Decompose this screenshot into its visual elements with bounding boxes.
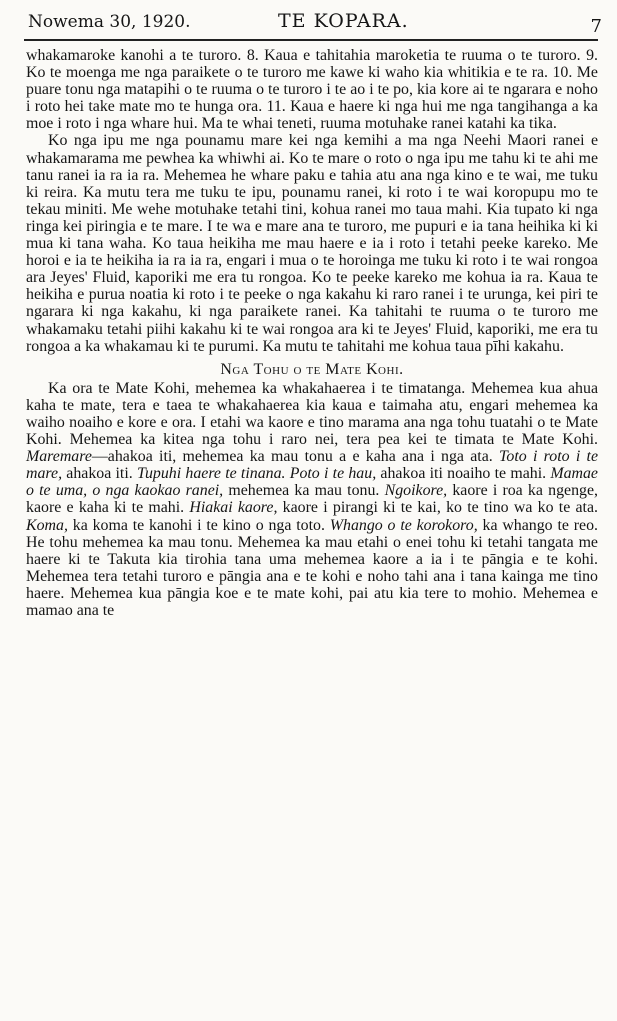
p3-text-c: ahakoa iti. xyxy=(62,465,137,483)
p3-text-a: Ka ora te Mate Kohi, mehemea ka whakahaerea i te timatanga. Mehemea kua ahua kaha te mate, tera e taea te whakahaerea kia kaua e taimaha atu, engari mehemea ka waiho noaiho e kore e ora. I etahi wa kaore e tino marama ana nga tohu tuatahi o te Mate Kohi. Mehemea ka kitea nga tohu i raro nei, tera pea kei te timata te Mate Kohi. xyxy=(26,379,598,449)
symptom-tupuhi: Tupuhi haere te tinana. Poto i te hau, xyxy=(136,465,377,483)
p3-text-j: ka whango te reo. He tohu mehemea ka mau tonu. Mehemea ka mau etahi o enei tohu ki tetahi tangata me haere ki te Takuta kia tirohia tana uma mehemea kaore a ia i te pāngia e te kohi. Mehemea tera tetahi turoro e pāngia ana e te kohi e noho tahi ana i tana kainga me tino haere. Mehemea kua pāngia koe e te mate kohi, pai atu kia tere to mohio. Mehemea e mamao ana te xyxy=(26,516,599,619)
p3-text-g: kaore i pirangi ki te kai, ko te tino wa ko te ata. xyxy=(277,499,598,517)
header-rule xyxy=(24,39,598,41)
p3-text-b: —ahakoa iti, mehemea ka mau tonu a e kaha ana i nga ata. xyxy=(91,448,500,466)
symptom-koma: Koma, xyxy=(26,516,68,534)
paragraph-1: whakamaroke kanohi a te turoro. 8. Kaua e tahitahia maroketia te ruuma o te turoro. 9. Ko te moenga me nga paraikete o te turoro me kawe ki waho kia whitikia e te ra. 10. Me puare tonu nga matapihi o te ruuma o te turoro i te ao i te po, kia kore ai te ngarara e noho i roto hei take mate mo te hunga ora. 11. Kaua e haere ki nga hui me nga tangihanga a ka moe i roto i nga whare hui. Ma te whai teneti, ruuma motuhake ranei katahi ka tika. xyxy=(26,47,598,133)
symptom-ngoikore: Ngoikore, xyxy=(384,482,448,500)
page-number: 7 xyxy=(590,16,602,37)
section-heading-text: Nga Tohu o te Mate Kohi. xyxy=(220,360,404,378)
publication-title: TE KOPARA. xyxy=(278,10,409,32)
symptom-maremare: Maremare xyxy=(26,448,92,466)
issue-date: Nowema 30, 1920. xyxy=(28,12,191,32)
section-heading xyxy=(26,361,598,378)
symptom-whango: Whango o te korokoro, xyxy=(329,516,478,534)
p3-text-f: kaore i roa ka ngenge, kaore e kaha ki te mahi. xyxy=(26,482,598,517)
paragraph-3 xyxy=(26,380,598,619)
p3-text-e: mehemea ka mau tonu. xyxy=(223,482,385,500)
symptom-mamae: Mamae o te uma, o nga kaokao ranei, xyxy=(26,465,598,500)
p3-text-h: ka koma te kanohi i te kino o nga toto. xyxy=(67,516,330,534)
paragraph-2: Ko nga ipu me nga pounamu mare kei nga kemihi a ma nga Neehi Maori ranei e whakamarama me pewhea ka whiwhi ai. Ko te mare o roto o nga ipu me tahu ki te ahi me tanu ranei ia ra ia ra. Mehemea he whare paku e tahia atu ana nga kino e te wai, me tuku ki reira. Ka mutu tera me tuku te ipu, pounamu ranei, ki roto i te wai koropupu mo te tekau miniti. Me wehe motuhake tetahi tini, kohua ranei mo taua mahi. Kia tupato ki nga ringa kei piringia e te mare. I te wa e mare ana te turoro, me pupuri e ia tana heihika ki ki mua ki tana waha. Ko taua heikiha me mau haere e ia i roto i tetahi peeke kareko. Me horoi e ia te heikiha ia ra ia ra, engari i mua o te horoinga me tuku ki roto i te wai rongoa ara Jeyes' Fluid, kaporiki me era tu rongoa. Ko te peeke kareko me kohua ia ra. Kaua te heikiha e purua noatia ki roto i te peeke o nga kakahu ki raro ranei i te urunga, kei piri te ngarara ki nga kakahu, ki nga paraikete ranei. Ka tahitahi te ruuma o te turoro me whakamaku tetahi piihi kakahu ki te wai rongoa ara ki te Jeyes' Fluid, kaporiki, me era tu rongoa a ka whakamau ki te purumi. Ka mutu te tahitahi me kohua taua pīhi kakahu. xyxy=(26,132,598,355)
page-header xyxy=(22,4,602,36)
symptom-toto: Toto i roto i te mare, xyxy=(26,448,598,483)
symptom-hiakai: Hiakai kaore, xyxy=(189,499,278,517)
p3-text-d: ahakoa iti noaiho te mahi. xyxy=(376,465,551,483)
article-body xyxy=(26,47,598,619)
